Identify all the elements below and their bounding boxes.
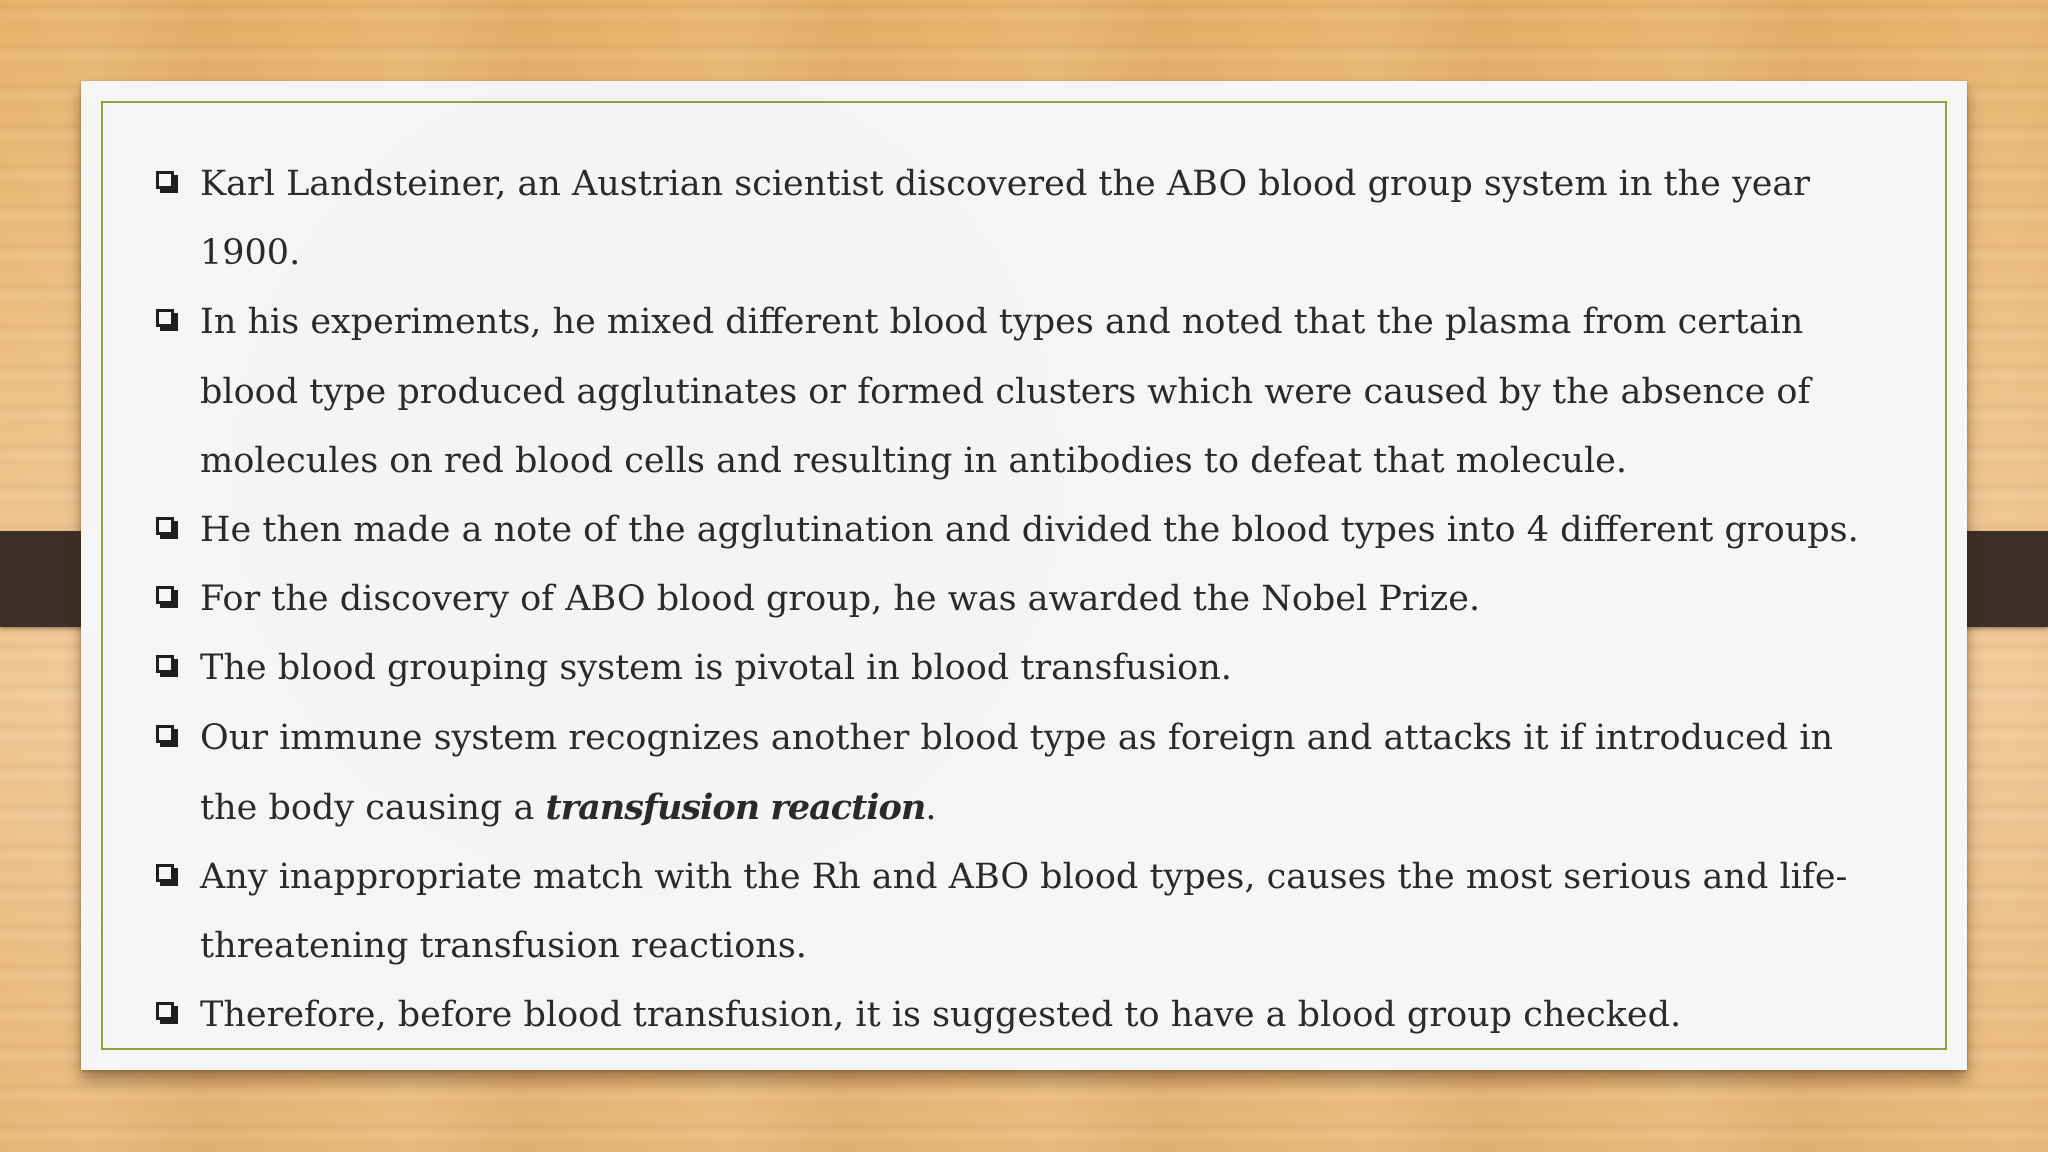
bullet-item — [0, 981, 1950, 1050]
checkbox-icon — [156, 586, 174, 604]
bullet-text: In his experiments, he mixed different blood types and noted that the plasma from certain blood type produced agglutinates or formed clusters which were caused by the absence of molecules on red blood cells and resulting in antibodies to defeat that molecule. — [200, 302, 1811, 481]
bullet-list — [0, 150, 1950, 1051]
bullet-text: Any inappropriate match with the Rh and ABO blood types, causes the most serious and life-threatening transfusion reactions. — [200, 857, 1848, 967]
checkbox-icon — [156, 309, 174, 327]
bullet-item — [0, 496, 1950, 565]
checkbox-icon — [156, 655, 174, 673]
emphasis-text: transfusion reaction — [545, 786, 926, 828]
bullet-item — [0, 150, 1950, 288]
bullet-item — [0, 565, 1950, 634]
bullet-item — [0, 843, 1950, 981]
bullet-text: He then made a note of the agglutination and divided the blood types into 4 different groups. — [200, 510, 1859, 551]
checkbox-icon — [156, 171, 174, 189]
bullet-item — [0, 704, 1950, 843]
bullet-text: Therefore, before blood transfusion, it is suggested to have a blood group checked. — [200, 995, 1682, 1036]
checkbox-icon — [156, 517, 174, 535]
checkbox-icon — [156, 725, 174, 743]
bullet-text: Karl Landsteiner, an Austrian scientist discovered the ABO blood group system in the year 1900. — [200, 164, 1811, 274]
bullet-item — [0, 288, 1950, 496]
bullet-text: The blood grouping system is pivotal in blood transfusion. — [200, 648, 1232, 689]
bullet-text: For the discovery of ABO blood group, he was awarded the Nobel Prize. — [200, 579, 1481, 620]
bullet-item — [0, 634, 1950, 703]
checkbox-icon — [156, 864, 174, 882]
bullet-text: Our immune system recognizes another blood type as foreign and attacks it if introduced in the body causing a — [200, 717, 1834, 828]
bullet-text-end: . — [925, 787, 937, 828]
checkbox-icon — [156, 1002, 174, 1020]
